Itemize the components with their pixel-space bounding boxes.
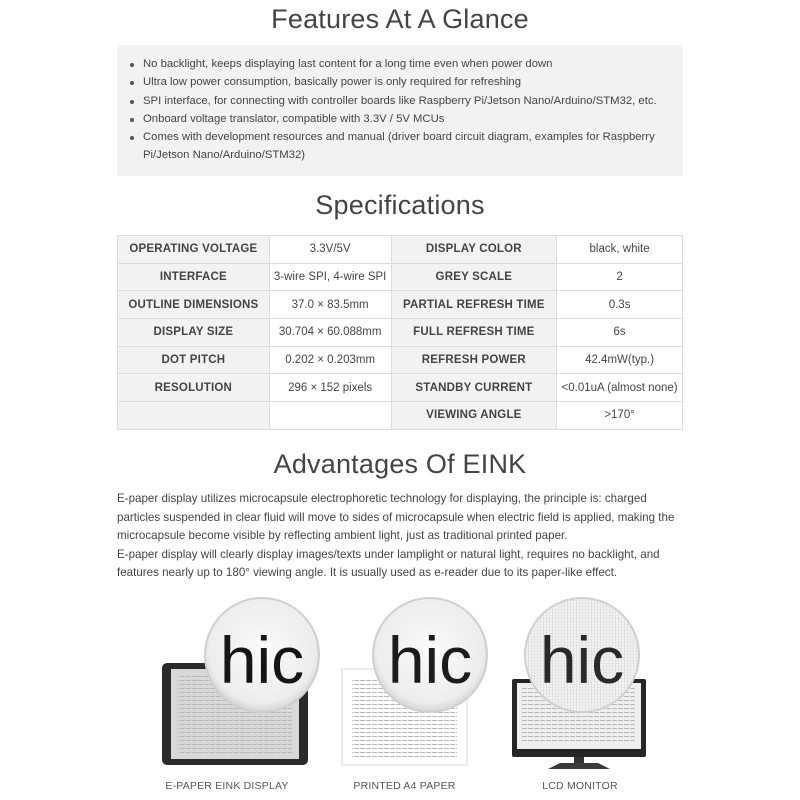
spec-value-empty	[269, 402, 391, 430]
spec-row	[118, 402, 683, 430]
spec-value: 37.0 × 83.5mm	[269, 291, 391, 319]
feature-item: Ultra low power consumption, basically power is only required for refreshing	[143, 73, 673, 91]
spec-value: >170°	[557, 402, 683, 430]
spec-row	[118, 374, 683, 402]
features-list	[143, 55, 673, 165]
advantages-paragraph-2: E-paper display will clearly display images/texts under lamplight or natural light, requires no backlight, and features nearly up to 180° viewing angle. It is usually used as e-reader due to its paper-like effect.	[117, 547, 660, 580]
spec-key: OPERATING VOLTAGE	[118, 236, 270, 264]
spec-value: 42.4mW(typ.)	[557, 346, 683, 374]
caption-paper: PRINTED A4 PAPER	[353, 780, 456, 792]
spec-row	[118, 319, 683, 347]
specifications-table	[117, 235, 683, 430]
lcd-magnifier	[525, 598, 639, 712]
comparison-illustration	[0, 595, 800, 780]
advantages-text	[117, 490, 687, 583]
magnified-text-lcd: hic	[539, 623, 625, 697]
specifications-title: Specifications	[315, 190, 485, 220]
spec-key: PARTIAL REFRESH TIME	[391, 291, 557, 319]
advantages-title: Advantages Of EINK	[273, 449, 527, 479]
spec-value: 2	[557, 263, 683, 291]
caption-epaper: E-PAPER EINK DISPLAY	[165, 780, 289, 792]
feature-item: No backlight, keeps displaying last content for a long time even when power down	[143, 55, 673, 73]
spec-key: DISPLAY COLOR	[391, 236, 557, 264]
spec-key: RESOLUTION	[118, 374, 270, 402]
caption-lcd: LCD MONITOR	[542, 780, 618, 792]
spec-key: FULL REFRESH TIME	[391, 319, 557, 347]
spec-value: 3-wire SPI, 4-wire SPI	[269, 263, 391, 291]
paper-magnifier	[373, 598, 487, 712]
magnified-text-paper: hic	[387, 623, 473, 697]
epaper-magnifier	[205, 598, 319, 712]
spec-key: STANDBY CURRENT	[391, 374, 557, 402]
features-title: Features At A Glance	[271, 4, 529, 34]
spec-key: GREY SCALE	[391, 263, 557, 291]
magnified-text-epaper: hic	[219, 623, 305, 697]
spec-value: 30.704 × 60.088mm	[269, 319, 391, 347]
spec-key: REFRESH POWER	[391, 346, 557, 374]
feature-item: Onboard voltage translator, compatible with 3.3V / 5V MCUs	[143, 110, 673, 128]
spec-value: 6s	[557, 319, 683, 347]
spec-key: OUTLINE DIMENSIONS	[118, 291, 270, 319]
feature-item: SPI interface, for connecting with controller boards like Raspberry Pi/Jetson Nano/Arduino/STM32, etc.	[143, 92, 673, 110]
spec-row	[118, 346, 683, 374]
feature-item: Comes with development resources and manual (driver board circuit diagram, examples for Raspberry Pi/Jetson Nano/Arduino/STM32)	[143, 128, 673, 165]
spec-value: <0.01uA (almost none)	[557, 374, 683, 402]
spec-key: VIEWING ANGLE	[391, 402, 557, 430]
spec-key: DOT PITCH	[118, 346, 270, 374]
spec-value: 296 × 152 pixels	[269, 374, 391, 402]
features-box	[117, 45, 683, 176]
spec-key: DISPLAY SIZE	[118, 319, 270, 347]
spec-key-empty	[118, 402, 270, 430]
spec-value: black, white	[557, 236, 683, 264]
spec-row	[118, 236, 683, 264]
spec-row	[118, 263, 683, 291]
advantages-paragraph-1: E-paper display utilizes microcapsule electrophoretic technology for displaying, the principle is: charged particles suspended in clear fluid will move to sides of microcapsule when electric field is applied, making the microcapsule become visible by reflecting ambient light, just as traditional printed paper.	[117, 492, 675, 543]
spec-value: 3.3V/5V	[269, 236, 391, 264]
spec-value: 0.3s	[557, 291, 683, 319]
spec-value: 0.202 × 0.203mm	[269, 346, 391, 374]
spec-key: INTERFACE	[118, 263, 270, 291]
spec-row	[118, 291, 683, 319]
